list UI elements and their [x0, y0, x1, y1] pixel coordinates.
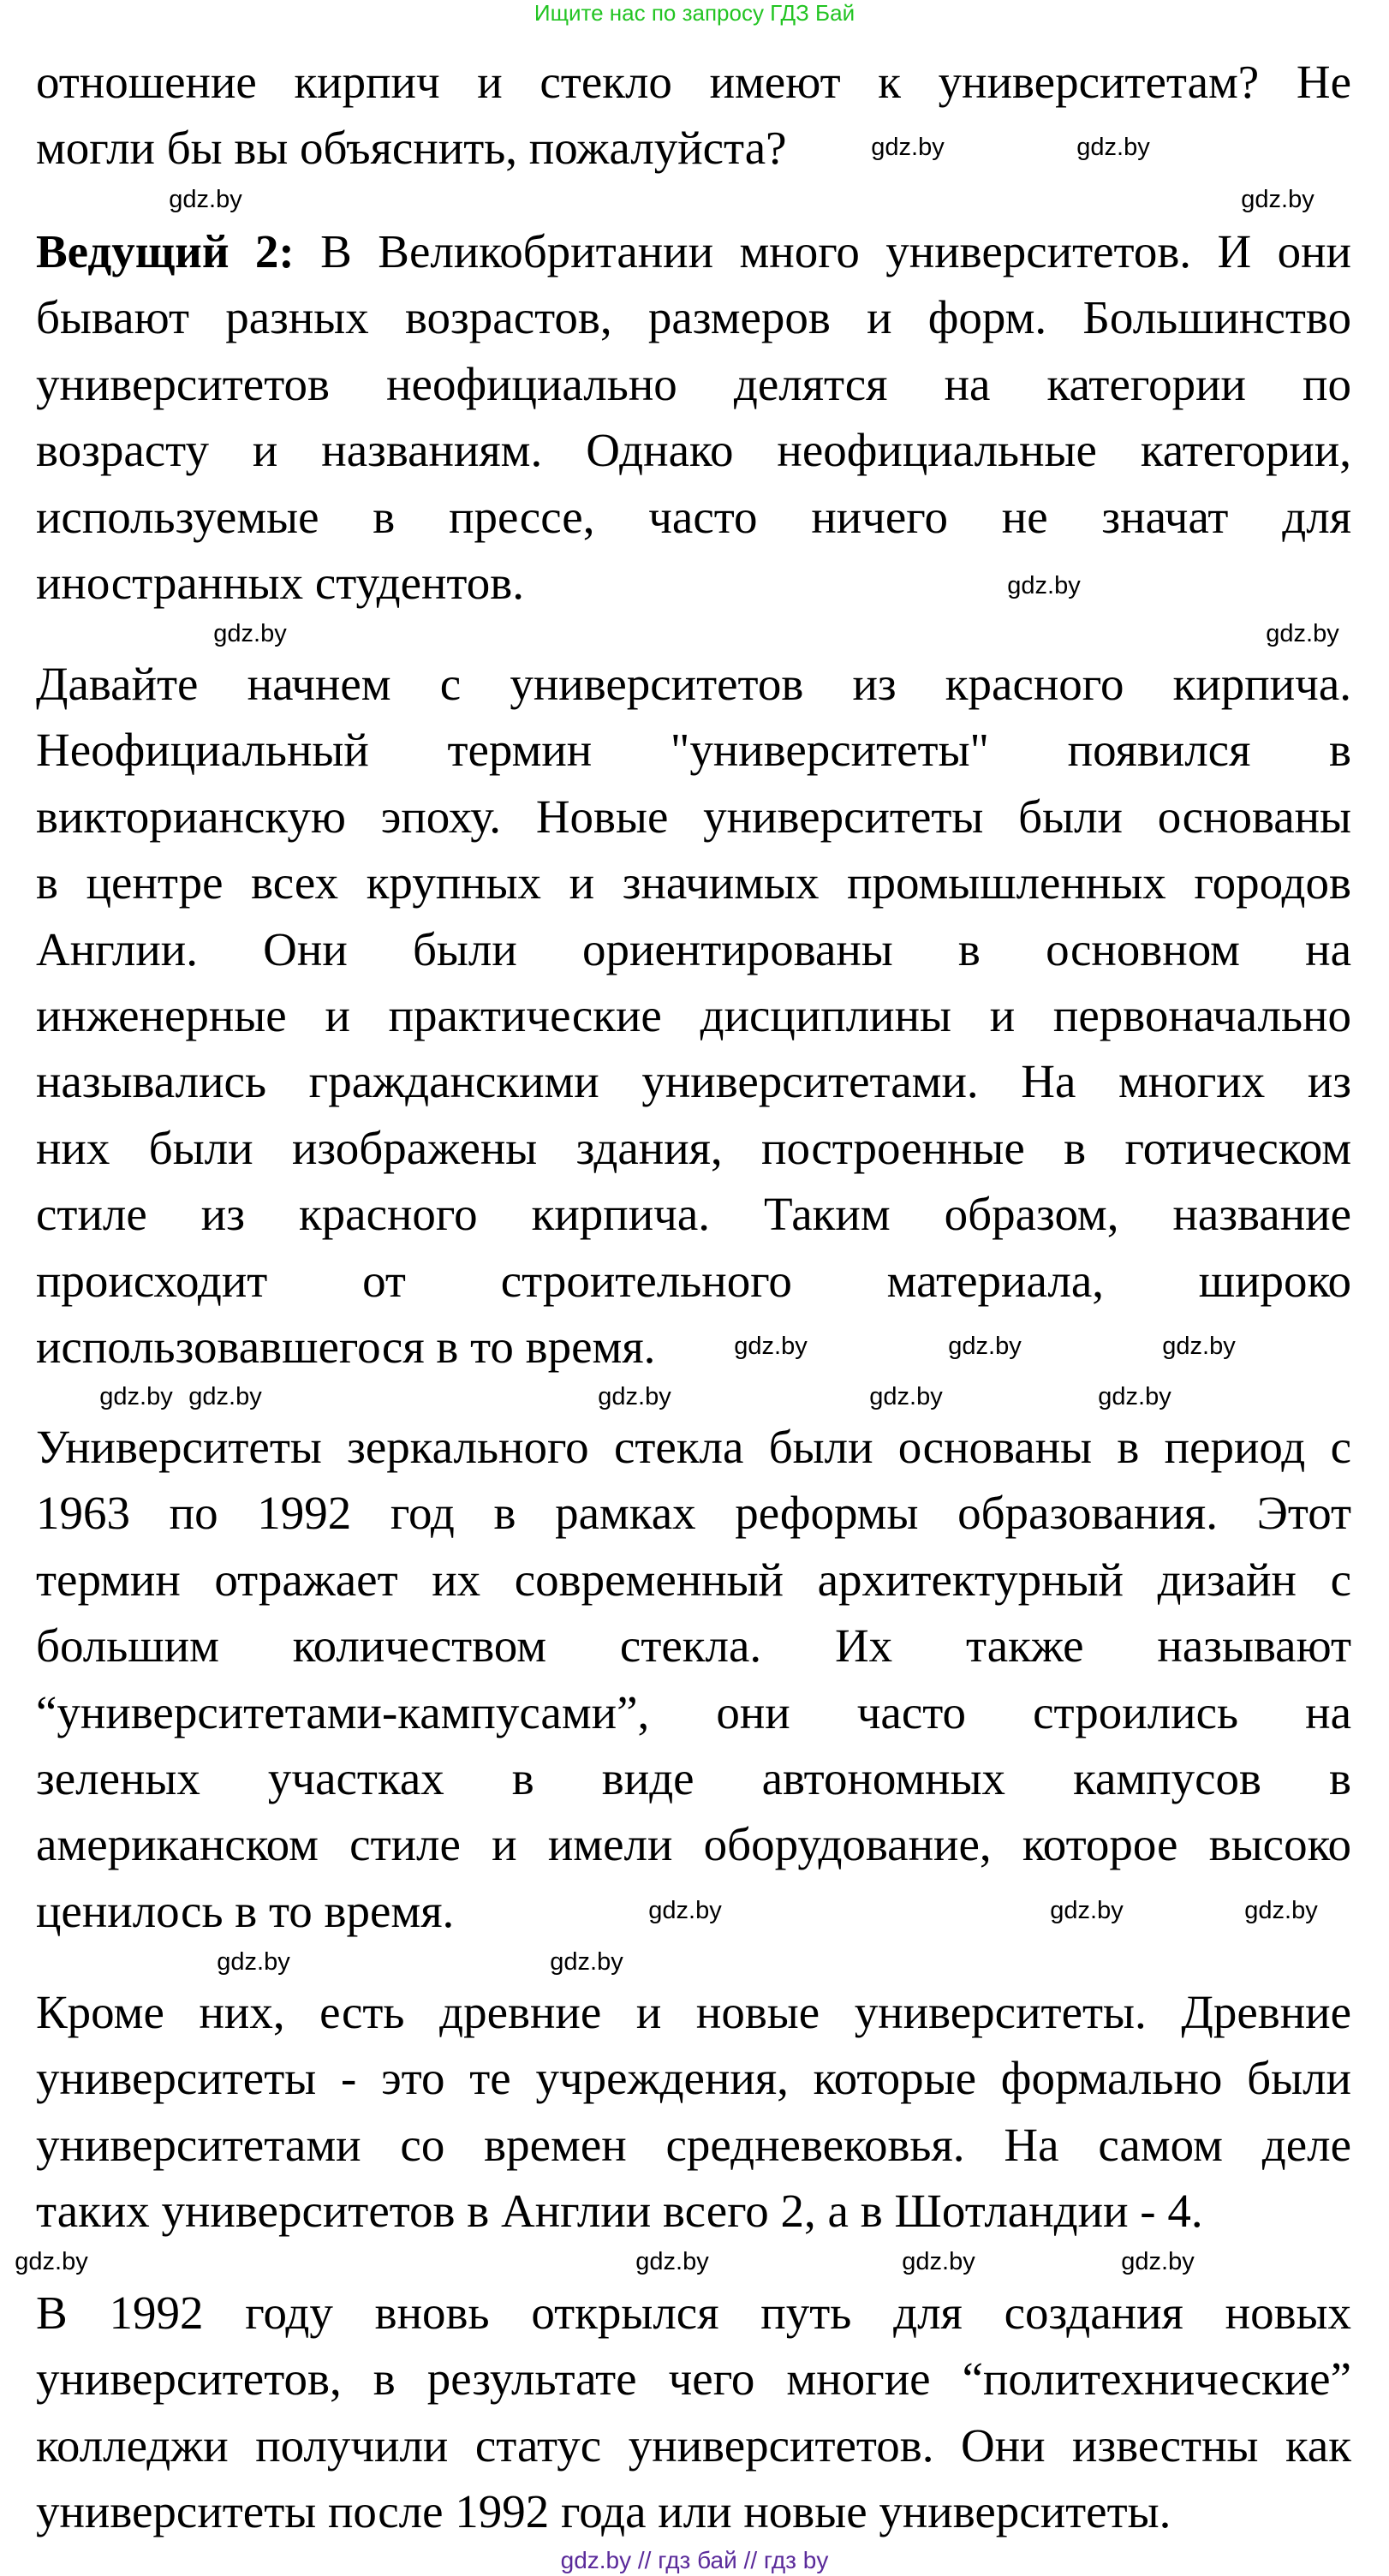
watermark: gdz.by [1241, 186, 1314, 213]
text-line: университеты после 1992 года или новые университеты. [36, 2485, 1171, 2538]
paragraph [36, 1414, 1351, 1944]
text-line: Университеты зеркального стекла были основаны в период с [36, 1421, 1351, 1473]
paragraph [36, 218, 1351, 616]
watermark: gdz.by [1162, 1333, 1236, 1360]
text-line: В 1992 году вновь открылся путь для создания новых [36, 2287, 1351, 2339]
watermark: gdz.by [1266, 620, 1339, 647]
footer-watermark: gdz.by // гдз бай // гдз by [560, 2547, 829, 2573]
watermark: gdz.by [1050, 1897, 1124, 1924]
text-line: университетов, в результате чего многие “политехнические” [36, 2352, 1351, 2406]
text-line: стиле из красного кирпича. Таким образом, название [36, 1188, 1351, 1241]
text-line: университеты - это те учреждения, которые формально были [36, 2052, 1351, 2105]
watermark: gdz.by [869, 1383, 943, 1410]
text-line: назывались гражданскими университетами. На многих из [36, 1055, 1351, 1108]
text-line: Неофициальный термин "университеты" появился в [36, 724, 1351, 777]
text-line: большим количеством стекла. Их также называют [36, 1619, 1351, 1673]
watermark: gdz.by [734, 1333, 808, 1360]
watermark: gdz.by [598, 1383, 671, 1410]
paragraph [36, 49, 1351, 182]
text-line: 1963 по 1992 год в рамках реформы образования. Этот [36, 1487, 1351, 1540]
watermark: gdz.by [1121, 2248, 1195, 2275]
text-line: отношение кирпич и стекло имеют к университетам? Не [36, 56, 1351, 108]
watermark: gdz.by [99, 1383, 173, 1410]
text-line: бывают разных возрастов, размеров и форм. Большинство [36, 291, 1351, 344]
text-line: колледжи получили статус университетов. Они известны как [36, 2418, 1351, 2472]
text-line: американском стиле и имели оборудование, которое высоко [36, 1818, 1351, 1871]
text-line: “университетами-кампусами”, они часто строились на [36, 1685, 1351, 1738]
text-line: инженерные и практические дисциплины и первоначально [36, 988, 1351, 1041]
watermark: gdz.by [1244, 1897, 1318, 1924]
watermark: gdz.by [948, 1333, 1022, 1360]
search-banner: Ищите нас по запросу ГДЗ Бай [534, 0, 855, 26]
text-line: Англии. Они были ориентированы в основном на [36, 922, 1351, 975]
watermark: gdz.by [169, 186, 242, 213]
watermark: gdz.by [15, 2248, 88, 2275]
text-line: зеленых участках в виде автономных кампусов в [36, 1751, 1351, 1804]
watermark: gdz.by [648, 1897, 722, 1924]
watermark: gdz.by [1098, 1383, 1171, 1410]
text-line: иностранных студентов. [36, 556, 524, 609]
text-line: университетов неофициально делятся на категории по [36, 357, 1351, 410]
watermark: gdz.by [217, 1948, 290, 1976]
watermark: gdz.by [902, 2248, 975, 2275]
text-line: таких университетов в Англии всего 2, а в Шотландии - 4. [36, 2185, 1203, 2238]
watermark: gdz.by [635, 2248, 709, 2275]
text-line: использовавшегося в то время. [36, 1320, 656, 1373]
text-line: викторианскую эпоху. Новые университеты были основаны [36, 790, 1351, 843]
text-line: возрасту и названиям. Однако неофициальные категории, [36, 424, 1351, 477]
paragraph [36, 2280, 1351, 2545]
text-line: Ведущий 2: В Великобритании много университетов. И они [36, 225, 1351, 277]
text-line: университетами со времен средневековья. На самом деле [36, 2118, 1351, 2171]
watermark: gdz.by [871, 134, 945, 161]
text-line: в центре всех крупных и значимых промышленных городов [36, 856, 1351, 909]
text-line: ценилось в то время. [36, 1884, 455, 1937]
text-line: термин отражает их современный архитектурный дизайн с [36, 1553, 1351, 1606]
text-line: происходит от строительного материала, широко [36, 1254, 1351, 1307]
watermark: gdz.by [1076, 134, 1150, 161]
text-line: Давайте начнем с университетов из красного кирпича. [36, 658, 1351, 710]
text-line: могли бы вы объяснить, пожалуйста? [36, 122, 787, 175]
text-line: используемые в прессе, часто ничего не значат для [36, 490, 1351, 543]
watermark: gdz.by [1007, 572, 1081, 599]
watermark: gdz.by [213, 620, 287, 647]
text-line: них были изображены здания, построенные в готическом [36, 1121, 1351, 1174]
watermark: gdz.by [188, 1383, 262, 1410]
paragraph [36, 1979, 1351, 2245]
paragraph [36, 651, 1351, 1380]
text-line: Кроме них, есть древние и новые университеты. Древние [36, 1986, 1351, 2038]
watermark: gdz.by [550, 1948, 623, 1976]
speaker-label: Ведущий 2: [36, 225, 295, 277]
